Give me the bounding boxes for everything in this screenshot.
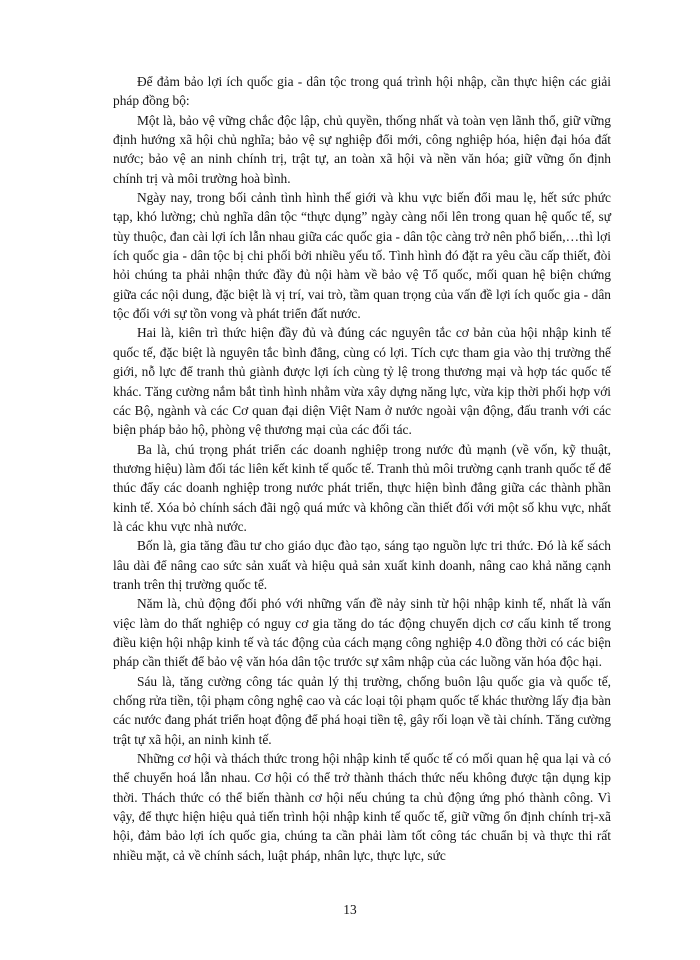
paragraph-context: Ngày nay, trong bối cảnh tình hình thế giới và khu vực biến đổi mau lẹ, hết sức phức tạp, khó lường; chủ nghĩa dân tộc “thực dụng” ngày càng nổi lên trong quan hệ quốc tế, sự tùy thuộc, đan cài lợi ích lẫn nhau giữa các quốc gia - dân tộc càng trở nên phổ biến,…thì lợi ích quốc gia - dân tộc bị chi phối bởi nhiều yếu tố. Tình hình đó đặt ra yêu cầu cấp thiết, đòi hỏi chúng ta phải nhận thức đầy đủ nội hàm về bảo vệ Tổ quốc, mối quan hệ biện chứng giữa các nội dung, đặc biệt là vị trí, vai trò, tầm quan trọng của vấn đề lợi ích quốc gia - dân tộc đối với sự tồn vong và phát triển đất nước. — [113, 190, 611, 322]
paragraph-solution-five: Năm là, chủ động đối phó với những vấn đề nảy sinh từ hội nhập kinh tế, nhất là vấn việc làm do thất nghiệp có nguy cơ gia tăng do tác động chuyển dịch cơ cấu kinh tế trong điều kiện hội nhập kinh tế và tác động của cách mạng công nghiệp 4.0 đồng thời có các biện pháp cần thiết để bảo vệ văn hóa dân tộc trước sự xâm nhập của các luồng văn hóa độc hại. — [113, 596, 611, 670]
paragraph-solution-six: Sáu là, tăng cường công tác quản lý thị trường, chống buôn lậu quốc gia và quốc tế, chống rửa tiền, tội phạm công nghệ cao và các loại tội phạm quốc tế khác thường lấy địa bàn các nước đang phát triển hoạt động để phá hoại tiền tệ, gây rối loạn về tài chính. Tăng cường trật tự xã hội, an ninh kinh tế. — [113, 673, 611, 747]
document-body — [113, 72, 611, 865]
page-number: 13 — [343, 902, 357, 917]
paragraph-intro: Để đảm bảo lợi ích quốc gia - dân tộc trong quá trình hội nhập, cần thực hiện các giải pháp đồng bộ: — [113, 74, 611, 109]
paragraph-solution-two: Hai là, kiên trì thức hiện đầy đủ và đúng các nguyên tắc cơ bản của hội nhập kinh tế quốc tế, đặc biệt là nguyên tắc bình đẳng, cùng có lợi. Tích cực tham gia vào thị trường thế giới, nỗ lực để tranh thủ giành được lợi ích cùng tỷ lệ trong thương mại và hợp tác quốc tế khác. Tăng cường nắm bắt tình hình nhằm vừa xây dựng năng lực, vừa kịp thời phối hợp với các Bộ, ngành và các Cơ quan đại diện Việt Nam ở nước ngoài vận động, đấu tranh với các biện pháp bảo hộ, phòng vệ thương mại của các đối tác. — [113, 325, 611, 438]
paragraph-conclusion: Những cơ hội và thách thức trong hội nhập kinh tế quốc tế có mối quan hệ qua lại và có thể chuyển hoá lẫn nhau. Cơ hội có thể trở thành thách thức nếu không được tận dụng kịp thời. Thách thức có thể biến thành cơ hội nếu chúng ta chủ động ứng phó thành công. Vì vậy, để thực hiện hiệu quả tiến trình hội nhập kinh tế quốc tế, giữ vững ổn định chính trị-xã hội, đảm bảo lợi ích quốc gia, chúng ta cần phải làm tốt công tác chuẩn bị và thực thi rất nhiều mặt, cả về chính sách, luật pháp, nhân lực, thực lực, sức — [113, 751, 611, 863]
paragraph-solution-four: Bốn là, gia tăng đầu tư cho giáo dục đào tạo, sáng tạo nguồn lực tri thức. Đó là kế sách lâu dài để nâng cao sức sản xuất và hiệu quả sản xuất kinh doanh, nâng cao khả năng cạnh tranh trên thị trường quốc tế. — [113, 538, 611, 592]
paragraph-solution-three: Ba là, chú trọng phát triển các doanh nghiệp trong nước đủ mạnh (về vốn, kỹ thuật, thương hiệu) làm đối tác liên kết kinh tế quốc tế. Tranh thủ môi trường cạnh tranh quốc tế để thúc đẩy các doanh nghiệp trong nước phát triển, thực hiện bình đẳng giữa các thành phần kinh tế. Xóa bỏ chính sách đãi ngộ quá mức và không cần thiết đối với một số khu vực, nhất là các khu vực nhà nước. — [113, 441, 611, 534]
paragraph-solution-one: Một là, bảo vệ vững chắc độc lập, chủ quyền, thống nhất và toàn vẹn lãnh thổ, giữ vững định hướng xã hội chủ nghĩa; bảo vệ sự nghiệp đổi mới, công nghiệp hóa, hiện đại hóa đất nước; bảo vệ an ninh chính trị, trật tự, an toàn xã hội và nền văn hóa; giữ vững ổn định chính trị và môi trường hoà bình. — [113, 112, 611, 186]
